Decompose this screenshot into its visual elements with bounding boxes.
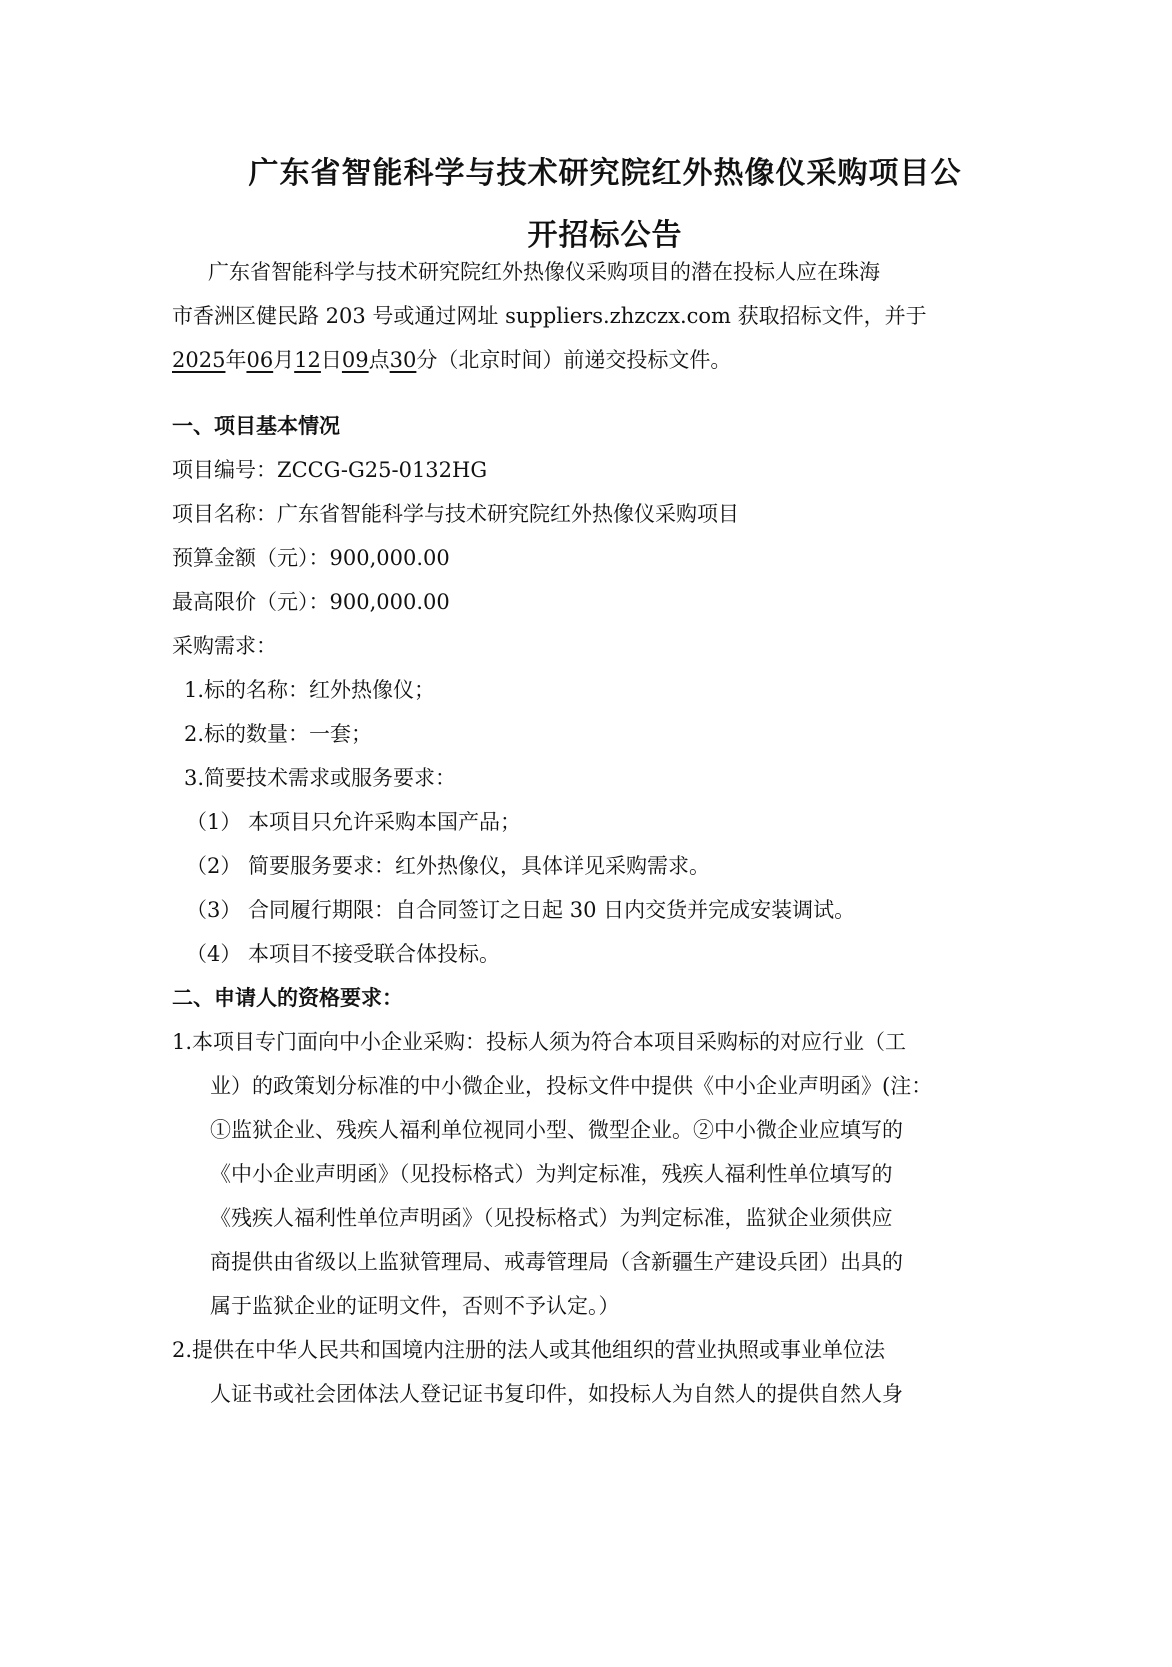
section-1-heading: 一、项目基本情况 <box>172 414 340 438</box>
requirement-1-line: 商提供由省级以上监狱管理局、戒毒管理局（含新疆生产建设兵团）出具的 <box>210 1250 903 1274</box>
demand-sub-item: （2） 简要服务要求：红外热像仪，具体详见采购需求。 <box>186 854 711 878</box>
deadline-year: 2025 <box>172 348 226 372</box>
demand-item: 2.标的数量：一套； <box>184 722 373 746</box>
deadline-hour: 09 <box>341 348 369 372</box>
requirement-1-line: 属于监狱企业的证明文件，否则不予认定。） <box>210 1294 620 1318</box>
deadline-minute-unit: 分 <box>416 348 438 372</box>
demand-sub-item: （3） 合同履行期限：自合同签订之日起 30 日内交货并完成安装调试。 <box>186 898 856 922</box>
intro-deadline-line <box>172 346 731 374</box>
deadline-day-unit: 日 <box>320 348 342 372</box>
document-title-line-2: 开招标公告 <box>527 218 683 253</box>
max-price: 最高限价（元）：900,000.00 <box>172 590 450 614</box>
intro-line-2: 市香洲区健民路 203 号或通过网址 suppliers.zhzczx.com 获取招标文件，并于 <box>172 304 927 328</box>
requirement-1-line: 《中小企业声明函》（见投标格式）为判定标准，残疾人福利性单位填写的 <box>210 1162 893 1186</box>
intro-line-1: 广东省智能科学与技术研究院红外热像仪采购项目的潜在投标人应在珠海 <box>208 260 880 284</box>
demand-sub-item: （4） 本项目不接受联合体投标。 <box>186 942 501 966</box>
demand-label: 采购需求： <box>172 634 277 658</box>
deadline-suffix: （北京时间）前递交投标文件。 <box>437 348 732 372</box>
deadline-day: 12 <box>294 348 321 372</box>
requirement-1-line: 1.本项目专门面向中小企业采购：投标人须为符合本项目采购标的对应行业（工 <box>172 1030 907 1054</box>
deadline-hour-unit: 点 <box>368 348 390 372</box>
project-name: 项目名称：广东省智能科学与技术研究院红外热像仪采购项目 <box>172 502 739 526</box>
deadline-month: 06 <box>246 348 274 372</box>
section-2-heading: 二、申请人的资格要求： <box>172 986 403 1010</box>
deadline-minute: 30 <box>389 348 417 372</box>
requirement-2-line: 人证书或社会团体法人登记证书复印件，如投标人为自然人的提供自然人身 <box>210 1382 903 1406</box>
demand-item: 3.简要技术需求或服务要求： <box>184 766 457 790</box>
deadline-month-unit: 月 <box>273 348 295 372</box>
demand-sub-item: （1） 本项目只允许采购本国产品； <box>186 810 522 834</box>
requirement-2-line: 2.提供在中华人民共和国境内注册的法人或其他组织的营业执照或事业单位法 <box>172 1338 886 1362</box>
document-title-line-1: 广东省智能科学与技术研究院红外热像仪采购项目公 <box>248 156 962 191</box>
requirement-1-line: 《残疾人福利性单位声明函》（见投标格式）为判定标准，监狱企业须供应 <box>210 1206 893 1230</box>
requirement-1-line: ①监狱企业、残疾人福利单位视同小型、微型企业。②中小微企业应填写的 <box>210 1118 903 1142</box>
project-number: 项目编号：ZCCG-G25-0132HG <box>172 458 488 482</box>
deadline-year-unit: 年 <box>225 348 247 372</box>
budget-amount: 预算金额（元）：900,000.00 <box>172 546 450 570</box>
requirement-1-line: 业）的政策划分标准的中小微企业，投标文件中提供《中小企业声明函》(注： <box>210 1074 933 1098</box>
demand-item: 1.标的名称：红外热像仪； <box>184 678 436 702</box>
